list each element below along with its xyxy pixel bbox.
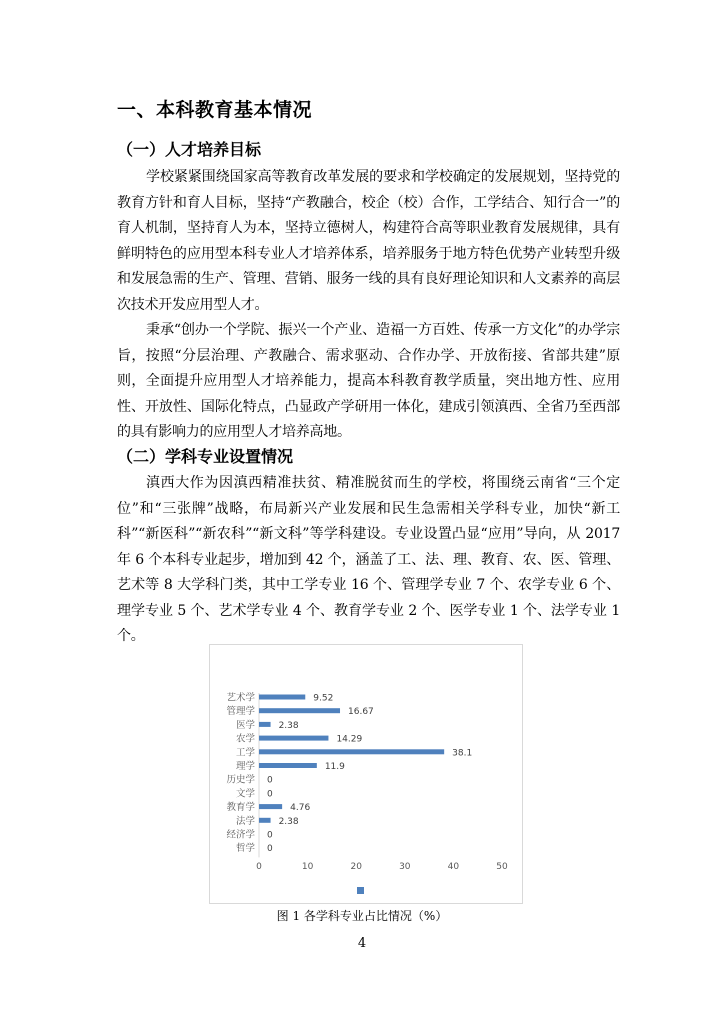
data-label: 2.38 (278, 816, 299, 827)
data-label: 14.29 (336, 734, 363, 745)
bar (259, 804, 282, 809)
discipline-share-chart (209, 644, 523, 904)
category-label: 文学 (235, 788, 255, 800)
legend-marker (357, 887, 364, 894)
bar (259, 749, 444, 754)
category-label: 历史学 (226, 774, 255, 786)
section-title: 一、本科教育基本情况 (117, 99, 313, 121)
bar (259, 708, 340, 713)
data-label: 0 (267, 789, 273, 800)
data-label: 38.1 (452, 748, 473, 759)
category-label: 教育学 (226, 802, 255, 814)
paragraph-school-motto: 秉承“创办一个学院、振兴一个产业、造福一方百姓、传承一方文化”的办学宗旨，按照“分层治理、产教融合、需求驱动、合作办学、开放衔接、省部共建”原则，全面提升应用型人才培养能力，提高本科教育教学质量，突出地方性、应用性、开放性、国际化特点，凸显政产学研用一体化，建成引领滇西、全省乃至西部的具有影响力的应用型人才培养高地。 (117, 322, 620, 440)
data-label: 16.67 (348, 707, 374, 718)
bar (259, 818, 271, 823)
data-label: 0 (267, 775, 273, 786)
data-label: 0 (267, 830, 273, 841)
category-label: 经济学 (226, 829, 255, 841)
x-tick-label: 20 (350, 862, 362, 872)
x-tick-label: 40 (447, 862, 460, 872)
category-label: 医学 (235, 719, 255, 731)
data-label: 9.52 (313, 693, 334, 704)
bar (259, 736, 328, 741)
category-label: 农学 (235, 733, 255, 745)
category-label: 工学 (235, 747, 255, 759)
x-tick-label: 50 (496, 862, 508, 872)
bar (259, 763, 317, 768)
figure-caption: 图 1 各学科专业占比情况（%） (276, 909, 448, 923)
x-tick-label: 0 (256, 862, 262, 872)
category-label: 理学 (235, 761, 255, 772)
data-label: 2.38 (278, 720, 299, 731)
subsection-title-2: （二）学科专业设置情况 (117, 447, 294, 466)
paragraph-training-goal: 学校紧紧围绕国家高等教育改革发展的要求和学校确定的发展规划，坚持党的教育方针和育人目标，坚持“产教融合，校企（校）合作，工学结合、知行合一”的育人机制，坚持育人为本，坚持立德树人，构建符合高等职业教育发展规律，具有鲜明特色的应用型本科专业人才培养体系，培养服务于地方特色优势产业转型升级和发展急需的生产、管理、营销、服务一线的具有良好理论知识和人文素养的高层次技术开发应用型人才。 (117, 169, 620, 313)
data-label: 0 (267, 844, 273, 855)
x-tick-label: 30 (399, 862, 411, 872)
chart-canvas (210, 645, 522, 903)
bar (259, 695, 305, 700)
data-label: 11.9 (324, 762, 345, 772)
page-number: 4 (357, 936, 367, 951)
category-label: 哲学 (235, 843, 255, 855)
category-label: 艺术学 (226, 692, 255, 704)
category-label: 管理学 (226, 706, 255, 718)
bar (259, 722, 271, 727)
subsection-title-1: （一）人才培养目标 (117, 140, 262, 159)
paragraph-discipline-setup: 滇西大作为因滇西精准扶贫、精准脱贫而生的学校，将围绕云南省“三个定位”和“三张牌”战略，布局新兴产业发展和民生急需相关学科专业，加快“新工科”“新医科”“新农科”“新文科”等学科建设。专业设置凸显“应用”导向，从 2017 年 6 个本科专业起步，增加到 42 个，涵盖了工、法、理、教育、农、医、管理、艺术等 8 大学科门类，其中工学专业 16 个、管理学专业 7 个、农学专业 6 个、理学专业 5 个、艺术学专业 4 个、教育学专业 2 个、医学专业 1 个、法学专业 1 个。 (117, 475, 620, 644)
x-tick-label: 10 (301, 862, 314, 872)
data-label: 4.76 (290, 803, 311, 814)
category-label: 法学 (235, 815, 255, 827)
